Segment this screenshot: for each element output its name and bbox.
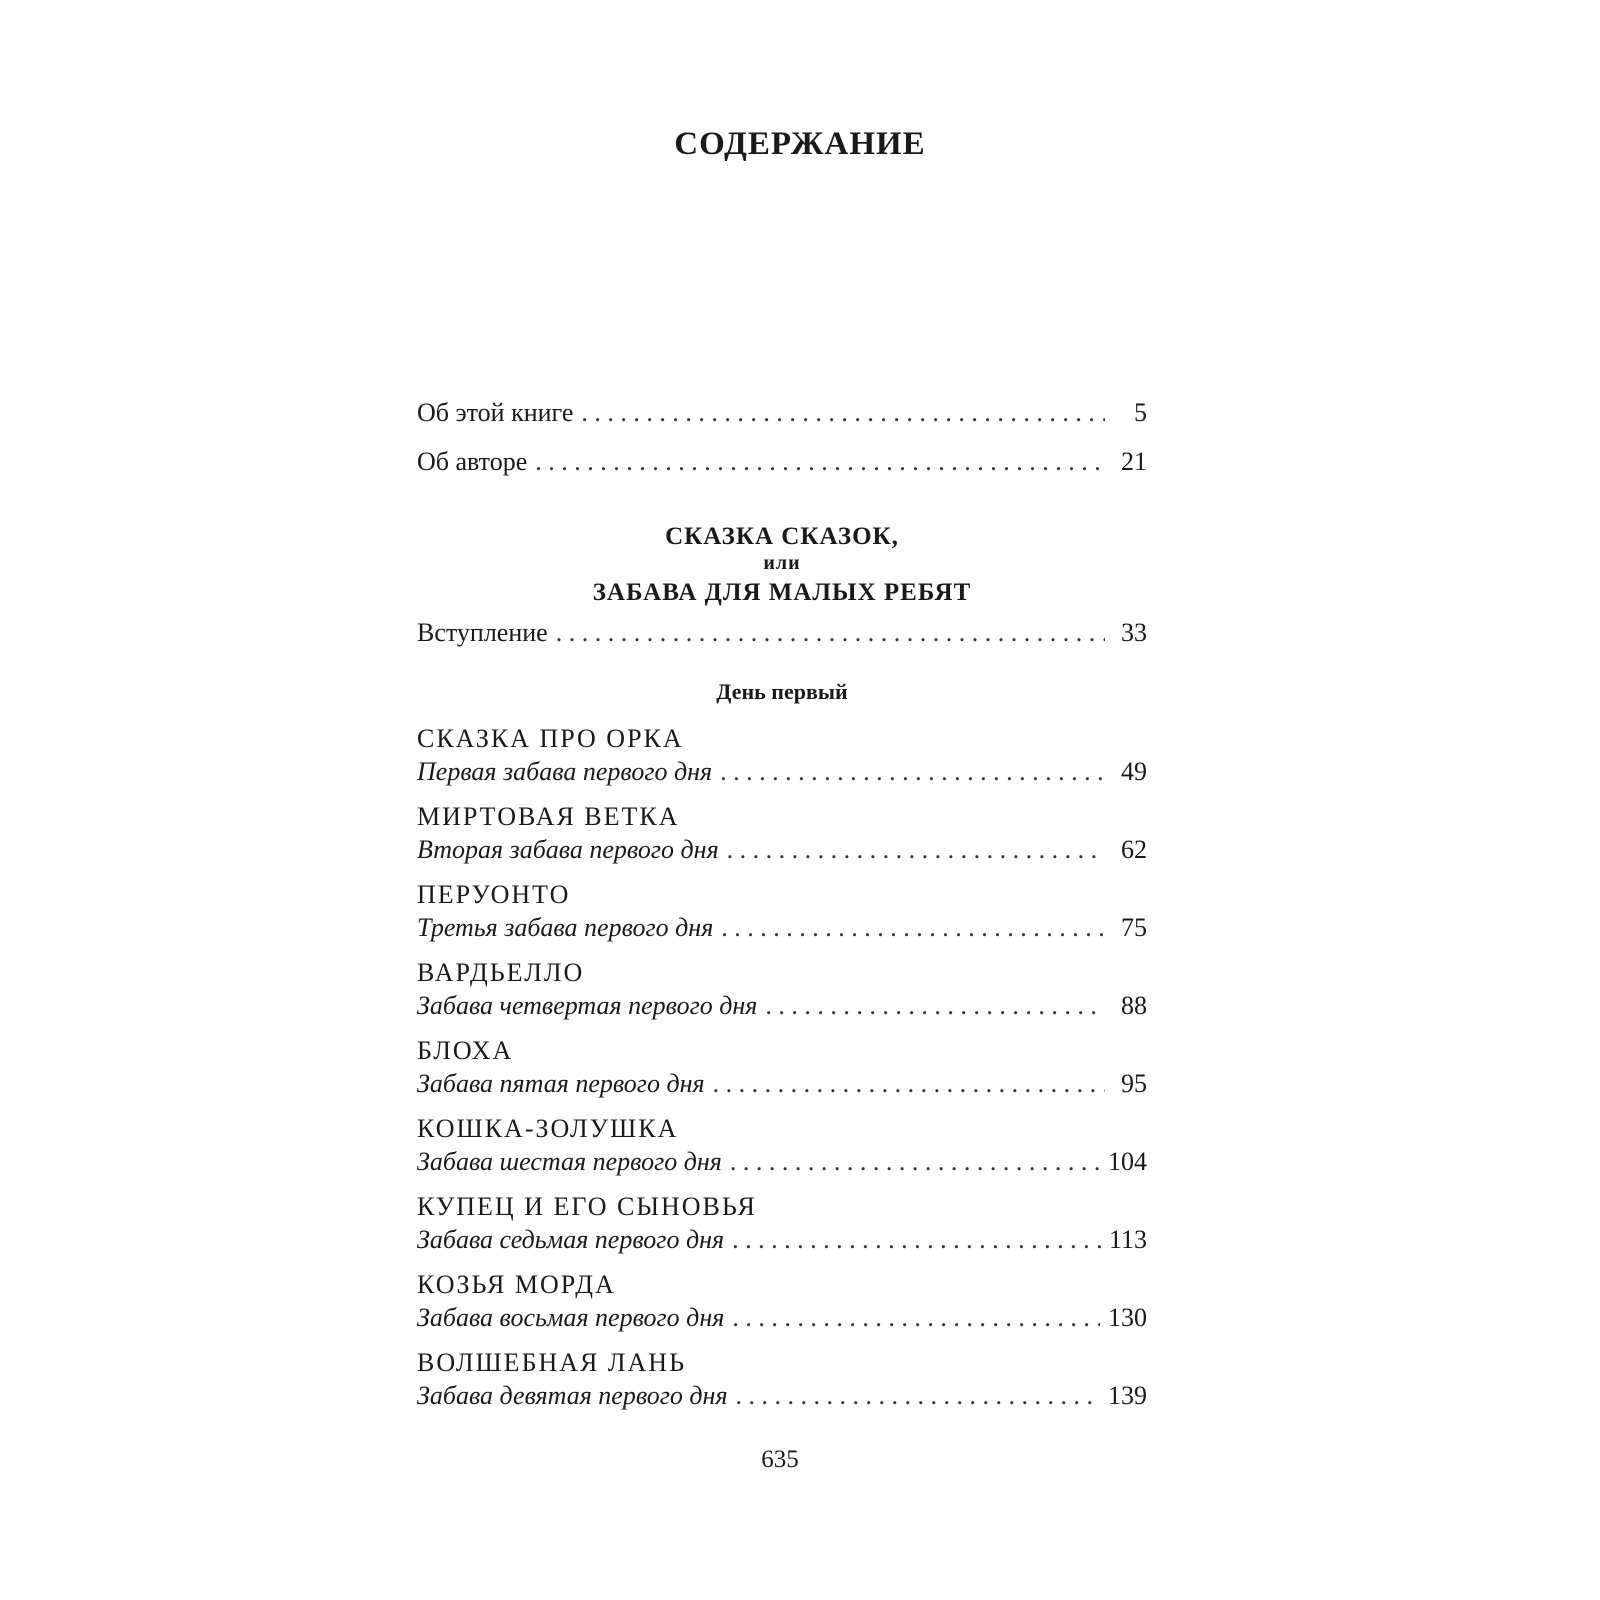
toc-entry-story[interactable] bbox=[417, 837, 1147, 863]
toc-entry-label: Третья забава первого дня bbox=[417, 913, 714, 942]
toc-entry-page: 130 bbox=[1108, 1303, 1147, 1332]
toc-entry-page: 21 bbox=[1121, 447, 1147, 476]
toc-entry-label: Забава восьмая первого дня bbox=[417, 1303, 725, 1332]
toc-entry-page: 113 bbox=[1108, 1225, 1147, 1254]
toc-entry-page: 75 bbox=[1121, 913, 1147, 942]
toc-entry-label: Первая забава первого дня bbox=[417, 757, 713, 786]
toc-entry-page: 49 bbox=[1121, 757, 1147, 786]
dot-leader bbox=[720, 759, 1105, 785]
toc-entry-label: Об этой книге bbox=[417, 398, 574, 427]
toc-entry-story[interactable] bbox=[417, 759, 1147, 785]
dot-leader bbox=[765, 993, 1105, 1019]
toc-entry-label: Вступление bbox=[417, 618, 548, 647]
toc-entry-story[interactable] bbox=[417, 993, 1147, 1019]
toc-entry-about-author[interactable] bbox=[417, 449, 1147, 475]
toc-entry-page: 62 bbox=[1121, 835, 1147, 864]
day-heading: День первый bbox=[716, 679, 848, 704]
part-heading-line2: или bbox=[763, 552, 801, 574]
dot-leader bbox=[727, 837, 1105, 863]
toc-entry-page: 33 bbox=[1121, 618, 1147, 647]
toc-entry-page: 95 bbox=[1121, 1069, 1147, 1098]
dot-leader bbox=[730, 1149, 1100, 1175]
dot-leader bbox=[556, 620, 1105, 646]
toc-entry-story[interactable] bbox=[417, 1071, 1147, 1097]
part-heading-line3: ЗАБАВА ДЛЯ МАЛЫХ РЕБЯТ bbox=[592, 579, 972, 606]
page-number: 635 bbox=[761, 1446, 799, 1473]
dot-leader bbox=[736, 1383, 1100, 1409]
dot-leader bbox=[721, 915, 1105, 941]
story-title: ВАРДЬЕЛЛО bbox=[417, 958, 585, 987]
story-title: МИРТОВАЯ ВЕТКА bbox=[417, 802, 680, 831]
dot-leader bbox=[581, 400, 1105, 426]
story-title: КОЗЬЯ МОРДА bbox=[417, 1270, 616, 1299]
toc-entry-page: 88 bbox=[1121, 991, 1147, 1020]
dot-leader bbox=[713, 1071, 1105, 1097]
toc-entry-label: Забава четвертая первого дня bbox=[417, 991, 758, 1020]
toc-entry-story[interactable] bbox=[417, 1149, 1147, 1175]
story-title: КОШКА-ЗОЛУШКА bbox=[417, 1114, 679, 1143]
toc-entry-story[interactable] bbox=[417, 1305, 1147, 1331]
story-title: ПЕРУОНТО bbox=[417, 880, 571, 909]
toc-entry-page: 104 bbox=[1108, 1147, 1147, 1176]
toc-entry-label: Забава седьмая первого дня bbox=[417, 1225, 725, 1254]
toc-entry-about-book[interactable] bbox=[417, 400, 1147, 426]
toc-entry-page: 5 bbox=[1134, 398, 1147, 427]
toc-entry-label: Об авторе bbox=[417, 447, 528, 476]
toc-entry-story[interactable] bbox=[417, 1227, 1147, 1253]
toc-entry-story[interactable] bbox=[417, 915, 1147, 941]
toc-entry-label: Забава девятая первого дня bbox=[417, 1381, 728, 1410]
toc-entry-label: Забава пятая первого дня bbox=[417, 1069, 705, 1098]
dot-leader bbox=[535, 449, 1105, 475]
dot-leader bbox=[732, 1305, 1100, 1331]
toc-entry-page: 139 bbox=[1108, 1381, 1147, 1410]
story-title: СКАЗКА ПРО ОРКА bbox=[417, 724, 684, 753]
toc-entry-story[interactable] bbox=[417, 1383, 1147, 1409]
story-title: БЛОХА bbox=[417, 1036, 514, 1065]
story-title: ВОЛШЕБНАЯ ЛАНЬ bbox=[417, 1348, 687, 1377]
page-title: СОДЕРЖАНИЕ bbox=[674, 126, 926, 162]
toc-entry-intro[interactable] bbox=[417, 620, 1147, 646]
toc-entry-label: Забава шестая первого дня bbox=[417, 1147, 722, 1176]
story-title: КУПЕЦ И ЕГО СЫНОВЬЯ bbox=[417, 1192, 757, 1221]
part-heading-line1: СКАЗКА СКАЗОК, bbox=[665, 523, 899, 550]
dot-leader bbox=[732, 1227, 1101, 1253]
toc-entry-label: Вторая забава первого дня bbox=[417, 835, 719, 864]
